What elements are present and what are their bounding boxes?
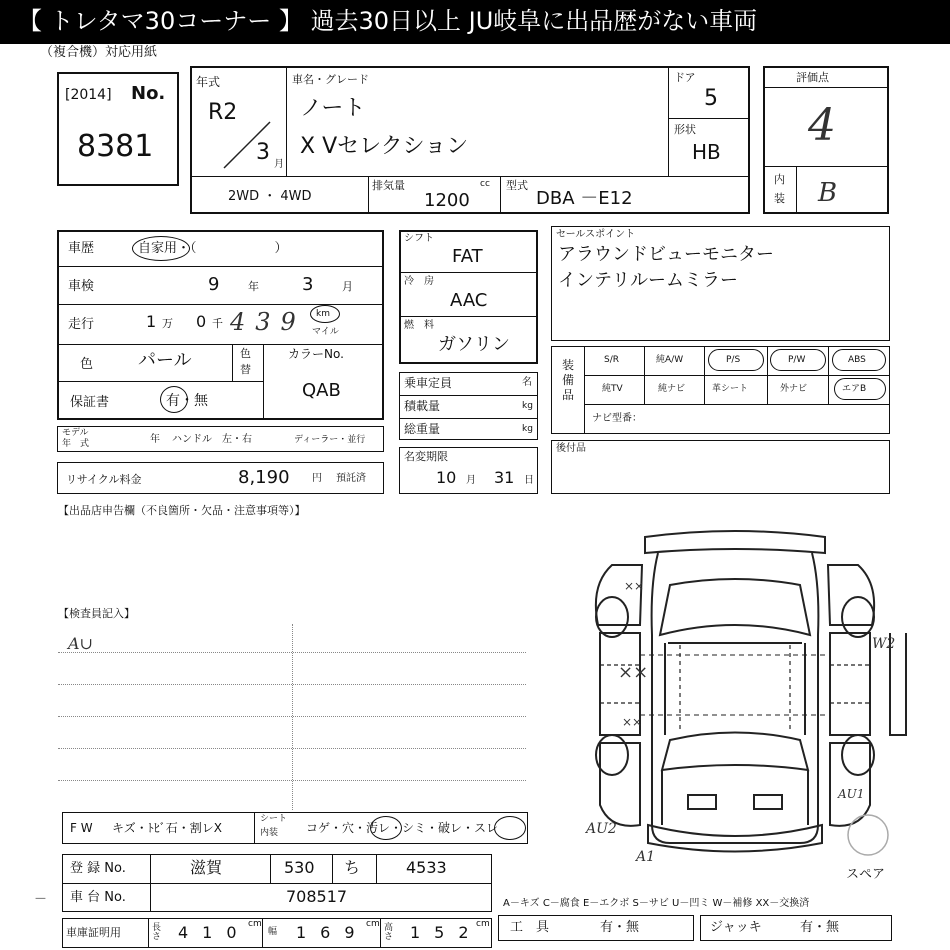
mileage-man: 1	[146, 312, 157, 331]
registration-class: 530	[284, 858, 315, 877]
garage-height: 152	[410, 923, 483, 942]
mileage-sen: 0	[196, 312, 207, 331]
mark-a1: A1	[636, 849, 656, 865]
registration-number: 4533	[406, 858, 447, 877]
inspection-label: 車検	[68, 279, 95, 294]
registration-kana: ち	[344, 858, 361, 877]
history-label: 車歴	[68, 241, 95, 256]
displacement-unit: cc	[480, 179, 490, 189]
meihen-month: 10	[436, 468, 457, 487]
interior-score: B	[818, 178, 838, 208]
inspection-year-unit: 年	[248, 280, 259, 293]
dealer-field: ディーラー・並行	[294, 435, 366, 445]
mark-au2: AU2	[586, 821, 617, 837]
side-mark: －	[34, 892, 48, 907]
gross-label: 総重量	[404, 422, 441, 436]
sales-point-line2: インテリルームミラー	[558, 270, 738, 291]
seat-text: コゲ・穴・汚レ・シミ・破レ・スレ	[306, 821, 499, 835]
mark-door: ××	[618, 662, 649, 683]
equip-navi: 純ナビ	[658, 384, 686, 394]
equip-tv: 純TV	[602, 384, 623, 394]
color-changed-2: 替	[240, 363, 251, 376]
inspection-month: 3	[302, 274, 314, 295]
tools-value: 有・無	[600, 920, 640, 935]
shape-value: HB	[692, 140, 721, 164]
load-label: 積載量	[404, 399, 441, 413]
equip-sr: S/R	[604, 355, 619, 365]
jack-label: ジャッキ	[710, 920, 762, 935]
mileage-rest: 439	[230, 308, 306, 336]
lot-label: No.	[131, 83, 166, 104]
fuel-label: 燃 料	[404, 320, 434, 331]
equip-airbag-circle	[834, 378, 886, 400]
equip-airbag: エアB	[842, 384, 867, 394]
history-circle	[132, 236, 190, 261]
warranty-label: 保証書	[70, 395, 110, 410]
rating-label: 評価点	[796, 71, 829, 84]
model-year-label-2: 年 式	[62, 439, 90, 449]
nenshiki-month: 3	[256, 140, 270, 165]
model-label: 型式	[506, 179, 528, 192]
capacity-unit: 名	[522, 377, 532, 388]
header-banner	[0, 0, 950, 44]
inspection-year: 9	[208, 274, 220, 295]
warranty-circle	[160, 386, 188, 413]
meihen-label: 名変期限	[404, 450, 448, 463]
capacity-label: 乗車定員	[404, 376, 453, 390]
subheader: （複合機）対応用紙	[40, 45, 158, 60]
color-value: パール	[138, 350, 192, 371]
nenshiki-month-unit: 月	[274, 159, 284, 170]
fw-text: キズ・ﾄﾋﾞ石・割レX	[112, 821, 222, 835]
car-diagram	[570, 525, 920, 870]
equip-leather: 革シート	[712, 384, 749, 394]
rating-score: 4	[808, 100, 836, 151]
atozuke-label: 後付品	[556, 443, 586, 454]
mark-rear-door: ××	[622, 715, 643, 729]
aircon-value: AAC	[450, 290, 488, 311]
garage-width-label: 幅	[268, 927, 278, 937]
recycle-label: リサイクル料金	[66, 473, 142, 486]
meihen-month-unit: 月	[466, 475, 476, 486]
equip-aw: 純A/W	[656, 355, 684, 365]
mileage-km: km	[316, 309, 330, 319]
header-title: 【 トレタマ30コーナー 】 過去30日以上 JU岐阜に出品歴がない車両	[18, 7, 758, 35]
color-code: QAB	[302, 380, 341, 401]
interior-label-2: 装	[774, 192, 785, 205]
garage-label: 車庫証明用	[66, 926, 121, 939]
inspector-label: 【検査員記入】	[58, 607, 135, 620]
chassis-label: 車 台 No.	[70, 890, 126, 905]
displacement-label: 排気量	[372, 179, 405, 192]
legend-text: A－キズ C－腐食 E－エクボ S－サビ U－凹ミ W－補修 XX－交換済	[503, 898, 810, 909]
declare-label: 【出品店申告欄（不良箇所・欠品・注意事項等）】	[58, 504, 306, 517]
registration-label: 登 録 No.	[70, 861, 126, 876]
equip-pw-circle	[770, 349, 826, 371]
model-value: DBA －E12	[536, 188, 633, 209]
aircon-label: 冷 房	[404, 276, 434, 287]
interior-label-1: 内	[774, 173, 785, 186]
meihen-day-unit: 日	[524, 475, 534, 486]
shape-label: 形状	[674, 123, 696, 136]
garage-unit-3: cm	[476, 919, 490, 929]
tools-label: 工 具	[510, 920, 550, 935]
inspector-lines	[58, 624, 526, 810]
shift-label: シフト	[404, 233, 434, 244]
color-changed-1: 色	[240, 347, 251, 360]
model-year-unit: 年	[150, 434, 160, 445]
mileage-sen-unit: 千	[212, 317, 223, 330]
fw-label: F W	[70, 821, 93, 835]
jack-value: 有・無	[800, 920, 840, 935]
mark-front-left: ××	[624, 579, 645, 593]
meihen-day: 31	[494, 468, 515, 487]
equip-ps: P/S	[726, 355, 741, 365]
garage-height-label: 高さ	[384, 923, 394, 942]
mark-au1: AU1	[838, 787, 865, 801]
sales-point-line1: アラウンドビューモニター	[558, 244, 774, 265]
car-name: ノート	[300, 96, 366, 121]
km-circle	[310, 305, 340, 323]
seat-circle-1	[370, 816, 402, 840]
recycle-unit: 円	[312, 473, 322, 484]
inspector-note: A∪	[68, 634, 93, 653]
recycle-note: 預託済	[336, 473, 366, 484]
seat-label-2: 内装	[260, 828, 279, 838]
equip-pw: P/W	[788, 355, 806, 365]
spare-label: スペア	[846, 867, 886, 882]
garage-unit-2: cm	[366, 919, 380, 929]
inspection-month-unit: 月	[342, 280, 353, 293]
recycle-value: 8,190	[238, 467, 290, 488]
warranty-value: 有・無	[166, 393, 208, 409]
lot-number: 8381	[77, 129, 154, 164]
car-name-label: 車名・グレード	[292, 73, 369, 86]
handle-field: ハンドル 左・右	[172, 434, 252, 445]
model-year-label-1: モデル	[62, 428, 89, 438]
fuel-value: ガソリン	[438, 334, 510, 355]
atozuke-box	[551, 440, 890, 494]
equip-abs-circle	[832, 349, 886, 371]
mileage-mile: マイル	[312, 327, 339, 337]
garage-length-label: 長さ	[152, 923, 162, 942]
garage-unit-1: cm	[248, 919, 262, 929]
load-unit: kg	[522, 401, 533, 411]
equip-ext-navi: 外ナビ	[780, 384, 808, 394]
displacement-value: 1200	[424, 190, 470, 211]
year-stamp: [2014]	[65, 87, 112, 103]
history-value: 自家用・（ ）	[138, 241, 288, 256]
drive-label: 2WD ・ 4WD	[228, 189, 312, 204]
door-value: 5	[704, 86, 718, 111]
shift-value: FAT	[452, 246, 483, 267]
car-grade: X Vセレクション	[300, 134, 469, 159]
mileage-label: 走行	[68, 317, 95, 332]
color-label: 色	[80, 357, 94, 372]
mileage-man-unit: 万	[162, 317, 173, 330]
color-code-label: カラーNo.	[288, 347, 344, 361]
gross-unit: kg	[522, 424, 533, 434]
garage-length: 410	[178, 923, 251, 942]
nenshiki-era: R2	[208, 100, 238, 125]
navi-model-label: ナビ型番：	[592, 413, 642, 424]
garage-width: 169	[296, 923, 369, 942]
seat-circle-2	[494, 816, 526, 840]
registration-place: 滋賀	[190, 858, 223, 877]
lot-box	[57, 72, 179, 186]
equip-abs: ABS	[848, 355, 866, 365]
door-label: ドア	[674, 71, 696, 84]
chassis-value: 708517	[286, 887, 348, 906]
seat-label-1: シート	[260, 814, 288, 824]
nenshiki-label: 年式	[196, 75, 221, 89]
equipment-label: 装備品	[562, 358, 575, 402]
equip-ps-circle	[708, 349, 764, 371]
mark-right: W2	[872, 636, 896, 652]
sales-point-label: セールスポイント	[556, 229, 636, 240]
